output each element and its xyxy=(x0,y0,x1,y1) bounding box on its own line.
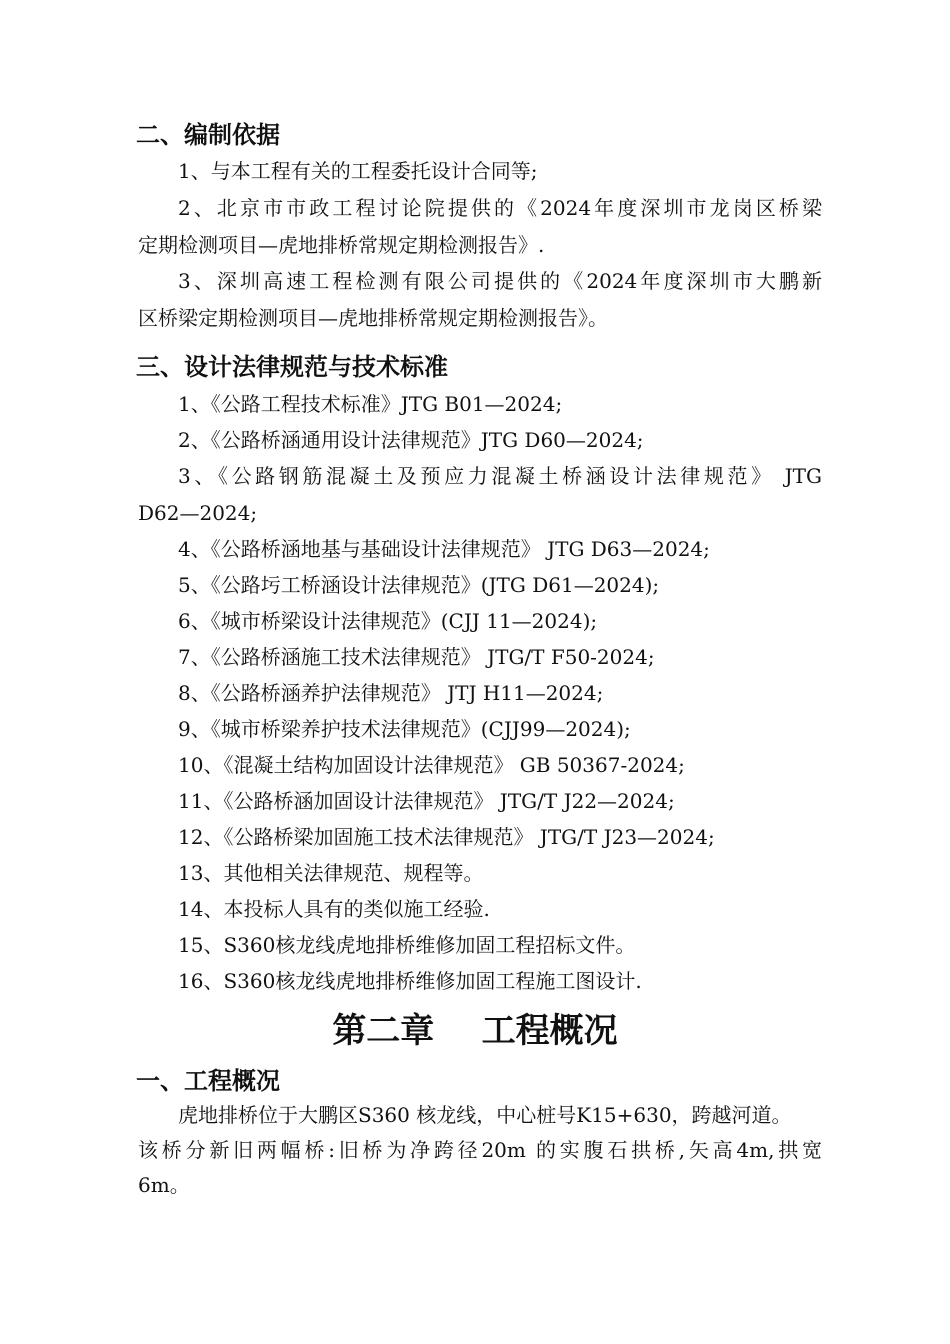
standard-item-5: 5、《公路圬工桥涵设计法律规范》(JTG D61—2024); xyxy=(178,573,660,597)
basis-item-3-line-2: 区桥梁定期检测项目—虎地排桥常规定期检测报告》。 xyxy=(138,306,608,330)
standard-item-3-line-2: D62—2024; xyxy=(138,501,258,525)
standard-item-11: 11、《公路桥涵加固设计法律规范》 JTG/T J22—2024; xyxy=(178,789,675,813)
standard-item-2: 2、《公路桥涵通用设计法律规范》JTG D60—2024; xyxy=(178,428,644,452)
basis-item-3-line-1: 3、深圳高速工程检测有限公司提供的《2024年度深圳市大鹏新 xyxy=(178,269,822,293)
basis-item-2-line-2: 定期检测项目—虎地排桥常规定期检测报告》. xyxy=(138,233,545,257)
chapter-title: 第二章 工程概况 xyxy=(332,1011,618,1051)
standard-item-6: 6、《城市桥梁设计法律规范》(CJJ 11—2024); xyxy=(178,609,598,633)
basis-item-1: 1、与本工程有关的工程委托设计合同等; xyxy=(178,159,538,183)
overview-paragraph-line-1: 虎地排桥位于大鹏区S360 核龙线，中心桩号K15+630，跨越河道。 xyxy=(178,1103,792,1127)
standard-item-13: 13、其他相关法律规范、规程等。 xyxy=(178,861,484,885)
standard-item-10: 10、《混凝土结构加固设计法律规范》 GB 50367-2024; xyxy=(178,753,685,777)
standard-item-14: 14、本投标人具有的类似施工经验. xyxy=(178,897,490,921)
standard-item-15: 15、S360核龙线虎地排桥维修加固工程招标文件。 xyxy=(178,933,636,957)
section-heading-basis: 二、编制依据 xyxy=(136,121,280,149)
standard-item-7: 7、《公路桥涵施工技术法律规范》 JTG/T F50-2024; xyxy=(178,645,655,669)
section-heading-standards: 三、设计法律规范与技术标准 xyxy=(136,353,448,381)
standard-item-9: 9、《城市桥梁养护技术法律规范》(CJJ99—2024); xyxy=(178,717,631,741)
basis-item-2-line-1: 2、北京市市政工程讨论院提供的《2024年度深圳市龙岗区桥梁 xyxy=(178,196,822,220)
standard-item-3-line-1: 3、《公路钢筋混凝土及预应力混凝土桥涵设计法律规范》 JTG xyxy=(178,464,822,488)
standard-item-4: 4、《公路桥涵地基与基础设计法律规范》 JTG D63—2024; xyxy=(178,537,710,561)
standard-item-8: 8、《公路桥涵养护法律规范》 JTJ H11—2024; xyxy=(178,681,604,705)
overview-paragraph-line-3: 6m。 xyxy=(138,1173,190,1197)
standard-item-12: 12、《公路桥梁加固施工技术法律规范》 JTG/T J23—2024; xyxy=(178,825,715,849)
overview-paragraph-line-2: 该桥分新旧两幅桥:旧桥为净跨径20m 的实腹石拱桥,矢高4m,拱宽 xyxy=(138,1138,822,1162)
standard-item-16: 16、S360核龙线虎地排桥维修加固工程施工图设计. xyxy=(178,969,642,993)
standard-item-1: 1、《公路工程技术标准》JTG B01—2024; xyxy=(178,392,563,416)
section-heading-overview: 一、工程概况 xyxy=(136,1067,280,1095)
